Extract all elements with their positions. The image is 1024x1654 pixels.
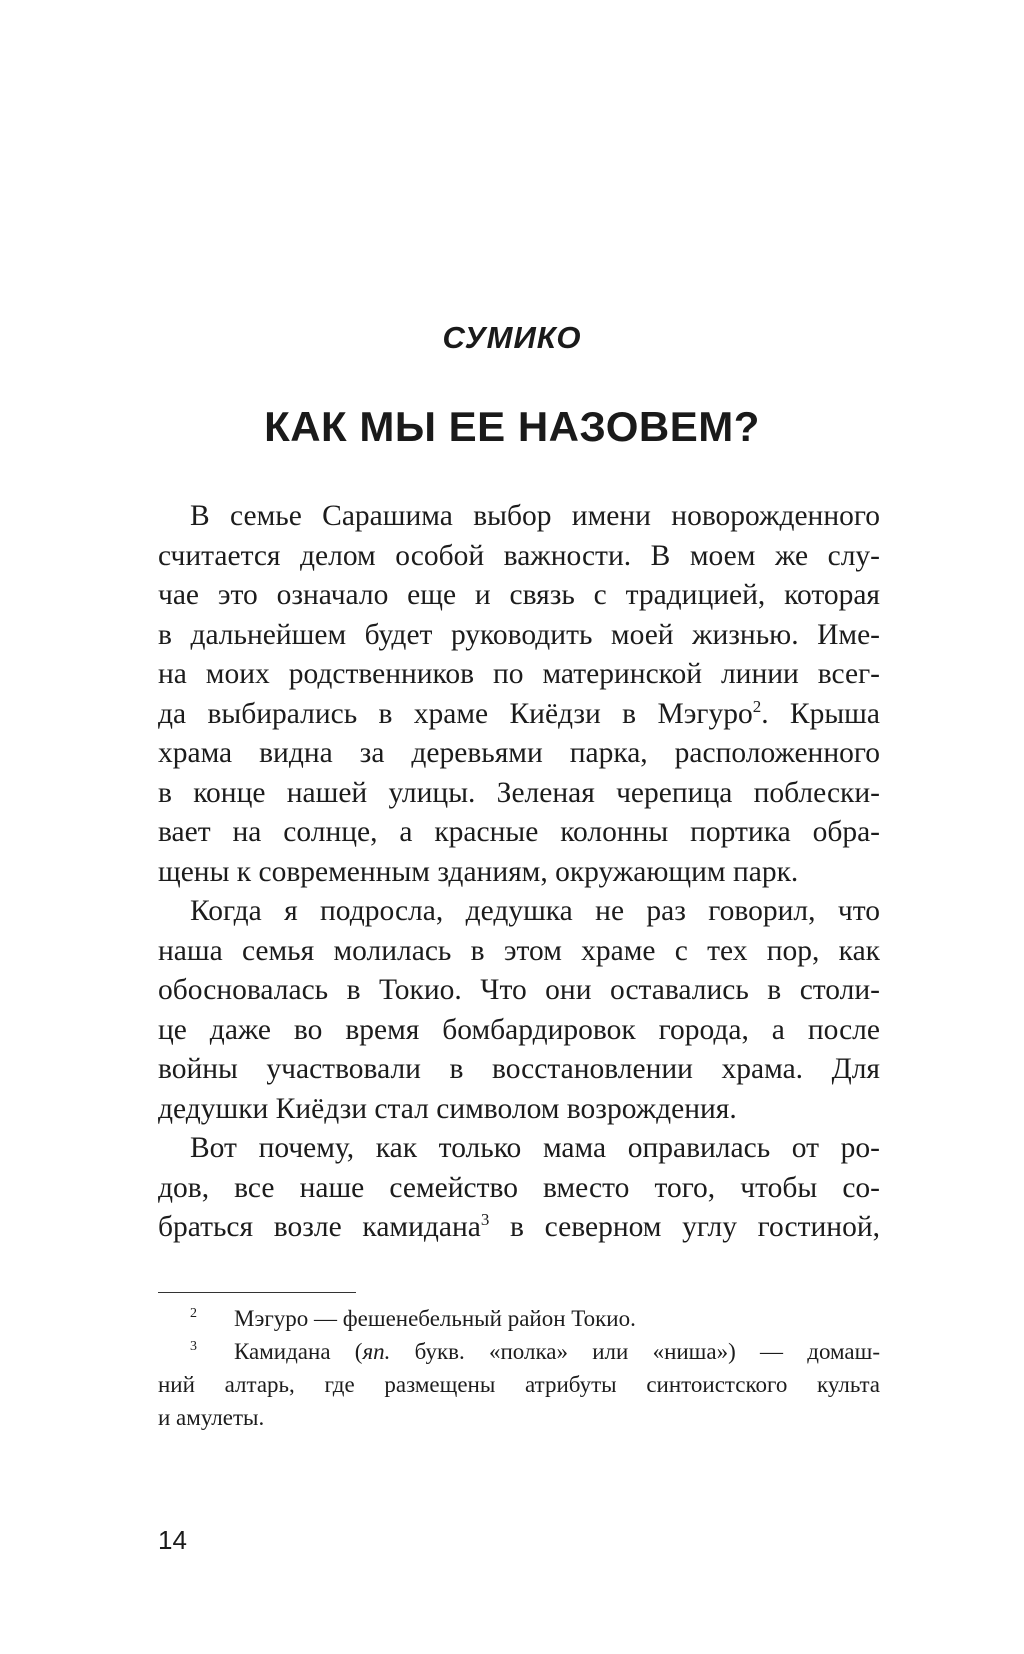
text-line: в конце нашей улицы. Зеленая черепица поблески- (158, 776, 880, 809)
footnote-3-line: и амулеты. (158, 1405, 265, 1430)
text-line: Вот почему, как только мама оправилась от ро- (190, 1132, 880, 1164)
text-segment: да выбирались в храме Киёдзи в Мэгуро (158, 697, 753, 730)
page-number: 14 (158, 1525, 187, 1555)
text-line: на моих родственников по материнской линии всег- (158, 658, 880, 690)
text-line-with-footnote (158, 695, 880, 735)
text-line: в дальнейшем будет руководить моей жизнью. Име- (158, 618, 880, 651)
text-line: це даже во время бомбардировок города, а после (158, 1013, 880, 1046)
footnote-2: 2 Мэгуро — фешенебельный район Токио. (190, 1306, 636, 1331)
text-line: щены к современным зданиям, окружающим парк. (158, 855, 799, 888)
chapter-title: КАК МЫ ЕЕ НАЗОВЕМ? (264, 403, 760, 450)
text-line: В семье Сарашима выбор имени новорожденного (190, 500, 880, 532)
footnote-text: букв. «полка» или «ниша») — домаш- (390, 1339, 880, 1364)
footnote-abbreviation: яп. (362, 1339, 391, 1364)
text-line: дедушки Киёдзи стал символом возрождения. (158, 1092, 737, 1125)
text-segment: браться возле камидана (158, 1211, 481, 1243)
chapter-subtitle: СУМИКО (442, 320, 582, 355)
text-line: считается делом особой важности. В моем же слу- (158, 539, 880, 572)
text-line-with-footnote (158, 1208, 880, 1248)
footnote-text: Камидана ( (234, 1339, 363, 1364)
footnote-ref[interactable]: 3 (480, 1210, 490, 1230)
text-line: войны участвовали в восстановлении храма. Для (158, 1053, 880, 1085)
text-line: дов, все наше семейство вместо того, чтобы со- (158, 1171, 880, 1204)
footnote-3: 3 Камидана (яп. букв. «полка» или «ниша») — домаш- (190, 1339, 880, 1364)
text-segment: . Крыша (761, 697, 880, 730)
body-text (158, 497, 880, 1248)
footnote-text: Мэгуро — фешенебельный район Токио. (234, 1306, 636, 1331)
footnote-ref[interactable]: 2 (752, 696, 762, 716)
text-segment: в северном углу гостиной, (489, 1211, 880, 1243)
footnotes (158, 1302, 880, 1434)
footnote-divider (158, 1292, 356, 1293)
text-line: Когда я подросла, дедушка не раз говорил, что (190, 895, 880, 927)
text-line: наша семья молилась в этом храме с тех пор, как (158, 934, 880, 967)
text-line: чае это означало еще и связь с традицией, которая (158, 579, 880, 611)
footnote-3-line: ний алтарь, где размещены атрибуты синтоистского культа (158, 1372, 880, 1397)
text-line: обосновалась в Токио. Что они оставались в столи- (158, 974, 880, 1006)
text-line: храма видна за деревьями парка, расположенного (158, 737, 880, 769)
text-line: вает на солнце, а красные колонны портика обра- (158, 816, 880, 848)
